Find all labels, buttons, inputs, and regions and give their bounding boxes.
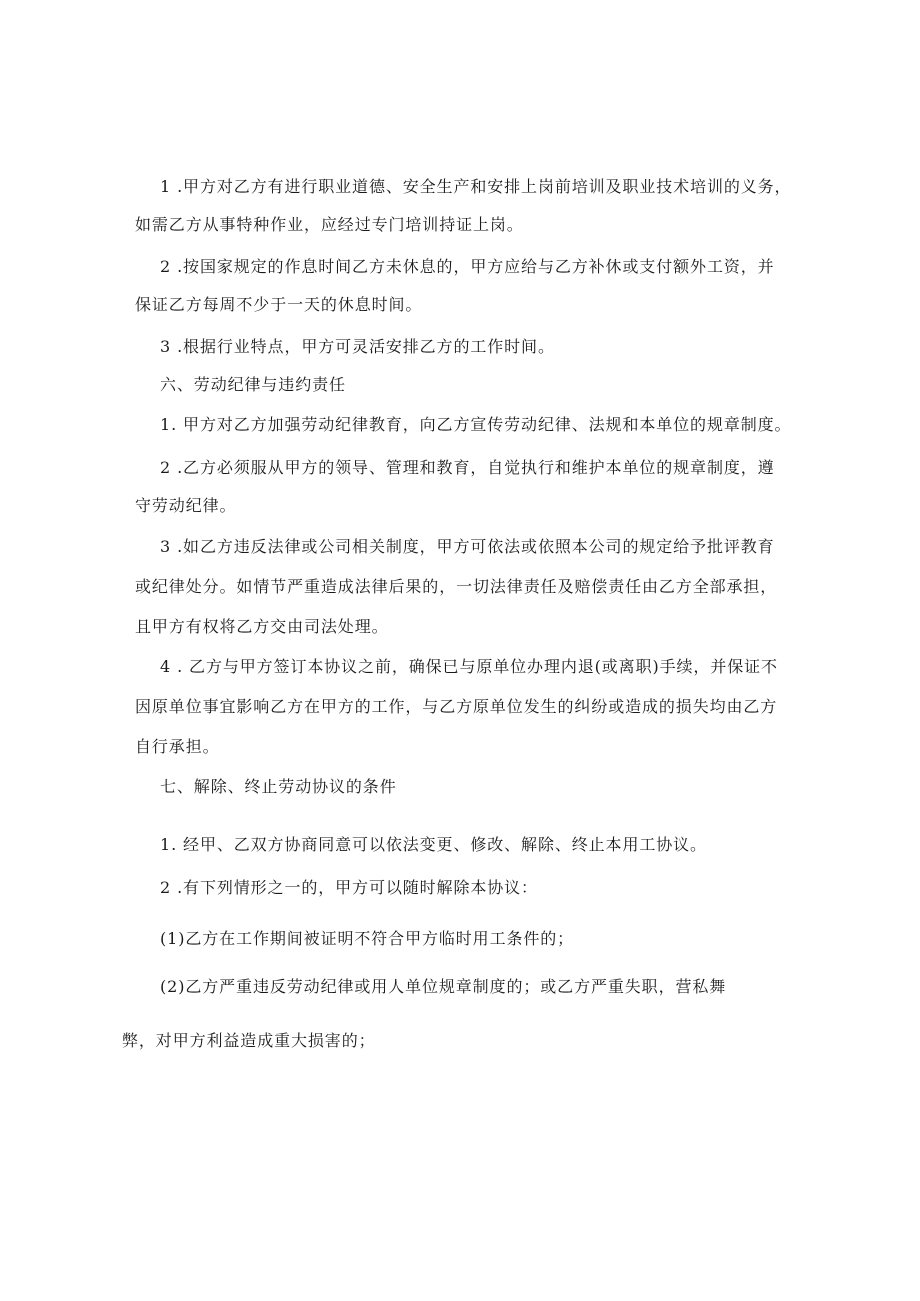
clause-7-1: 1. 经甲、乙双方协商同意可以依法变更、修改、解除、终止本用工协议。: [160, 835, 707, 854]
clause-6-1: 1. 甲方对乙方加强劳动纪律教育，向乙方宣传劳动纪律、法规和本单位的规章制度。: [160, 415, 792, 434]
clause-6-3-line-3: 且甲方有权将乙方交由司法处理。: [135, 617, 389, 636]
clause-6-2-line-2: 守劳动纪律。: [135, 496, 237, 515]
clause-5-1-line-2: 如需乙方从事特种作业，应经过专门培训持证上岗。: [135, 215, 524, 234]
clause-6-3-line-1: 3 .如乙方违反法律或公司相关制度，甲方可依法或依照本公司的规定给予批评教育: [160, 537, 775, 556]
clause-5-2-line-2: 保证乙方每周不少于一天的休息时间。: [135, 295, 423, 314]
clause-7-2-item-2-line-1: (2)乙方严重违反劳动纪律或用人单位规章制度的；或乙方严重失职，营私舞: [160, 977, 727, 996]
clause-6-4-line-2: 因原单位事宜影响乙方在甲方的工作，与乙方原单位发生的纠纷或造成的损失均由乙方: [135, 697, 778, 716]
clause-7-2-item-1: (1)乙方在工作期间被证明不符合甲方临时用工条件的；: [160, 929, 575, 948]
clause-6-3-line-2: 或纪律处分。如情节严重造成法律后果的，一切法律责任及赔偿责任由乙方全部承担，: [135, 577, 778, 596]
section-heading-7: 七、解除、终止劳动协议的条件: [160, 777, 397, 796]
clause-5-3: 3 .根据行业特点，甲方可灵活安排乙方的工作时间。: [160, 337, 555, 356]
clause-7-2-item-2-line-2: 弊，对甲方利益造成重大损害的；: [122, 1031, 376, 1050]
clause-5-2-line-1: 2 .按国家规定的作息时间乙方未休息的，甲方应给与乙方补休或支付额外工资，并: [160, 257, 775, 276]
clause-6-2-line-1: 2 .乙方必须服从甲方的领导、管理和教育，自觉执行和维护本单位的规章制度，遵: [160, 458, 775, 477]
clause-6-4-line-1: 4 . 乙方与甲方签订本协议之前，确保已与原单位办理内退(或离职)手续，并保证不: [160, 657, 778, 676]
clause-7-2: 2 .有下列情形之一的，甲方可以随时解除本协议：: [160, 878, 538, 897]
clause-5-1-line-1: 1 .甲方对乙方有进行职业道德、安全生产和安排上岗前培训及职业技术培训的义务，: [160, 177, 792, 196]
section-heading-6: 六、劳动纪律与违约责任: [160, 375, 346, 394]
clause-6-4-line-3: 自行承担。: [135, 737, 220, 756]
